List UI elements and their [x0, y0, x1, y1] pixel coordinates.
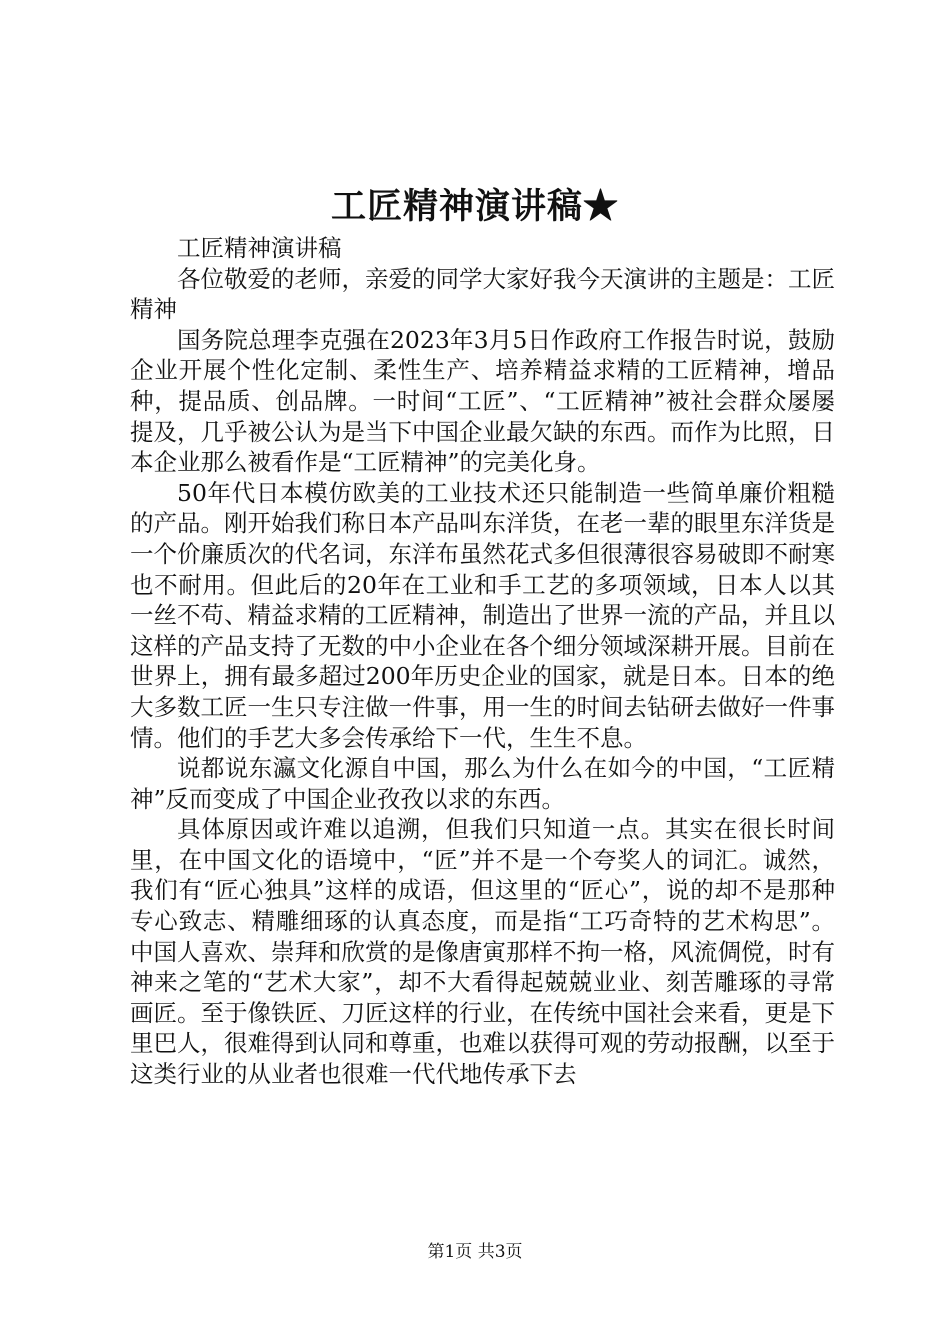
paragraph-government-report: 国务院总理李克强在2023年3月5日作政府工作报告时说，鼓励企业开展个性化定制、柔性生产、培养精益求精的工匠精神，增品种，提品质、创品牌。一时间“工匠”、“工匠精神”被社会群众屡屡提及，几乎被公认为是当下中国企业最欠缺的东西。而作为比照，日本企业那么被看作是“工匠精神”的完美化身。: [130, 325, 835, 477]
paragraph-reasons: 具体原因或许难以追溯，但我们只知道一点。其实在很长时间里，在中国文化的语境中，“匠”并不是一个夸奖人的词汇。诚然，我们有“匠心独具”这样的成语，但这里的“匠心”，说的却不是那种专心致志、精雕细琢的认真态度，而是指“工巧奇特的艺术构思”。中国人喜欢、崇拜和欣赏的是像唐寅那样不拘一格，风流倜傥，时有神来之笔的“艺术大家”，却不大看得起兢兢业业、刻苦雕琢的寻常画匠。至于像铁匠、刀匠这样的行业，在传统中国社会来看，更是下里巴人，很难得到认同和尊重，也难以获得可观的劳动报酬，以至于这类行业的从业者也很难一代代地传承下去: [130, 815, 835, 1089]
page-footer: [0, 1240, 950, 1264]
paragraph-greeting: 各位敬爱的老师，亲爱的同学大家好我今天演讲的主题是：工匠精神: [130, 264, 835, 324]
paragraph-japan-history: 50年代日本模仿欧美的工业技术还只能制造一些简单廉价粗糙的产品。刚开始我们称日本产品叫东洋货，在老一辈的眼里东洋货是一个价廉质次的代名词，东洋布虽然花式多但很薄很容易破即不耐寒也不耐用。但此后的20年在工业和手工艺的多项领域，日本人以其一丝不苟、精益求精的工匠精神，制造出了世界一流的产品，并且以这样的产品支持了无数的中小企业在各个细分领域深耕开展。目前在世界上，拥有最多超过200年历史企业的国家，就是日本。日本的绝大多数工匠一生只专注做一件事，用一生的时间去钻研去做好一件事情。他们的手艺大多会传承给下一代，生生不息。: [130, 478, 835, 752]
paragraph-question: 说都说东瀛文化源自中国，那么为什么在如今的中国，“工匠精神”反而变成了中国企业孜孜以求的东西。: [130, 754, 835, 813]
page-number: 第1页: [427, 1242, 473, 1262]
document-body: [130, 233, 835, 1090]
paragraph-heading: 工匠精神演讲稿: [177, 234, 342, 262]
page-total: 共3页: [477, 1242, 523, 1262]
document-title: 工匠精神演讲稿★: [330, 186, 619, 227]
